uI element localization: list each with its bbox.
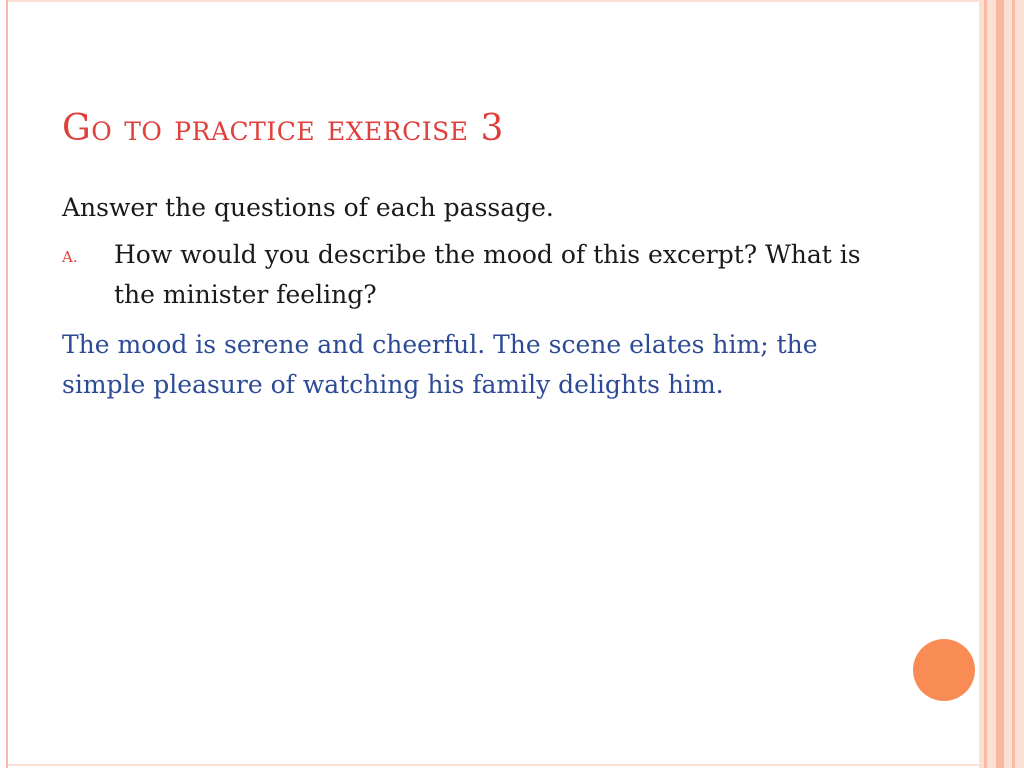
intro-text: Answer the questions of each passage. bbox=[62, 193, 554, 222]
frame-right-stripe bbox=[1012, 0, 1015, 768]
frame-left-line bbox=[6, 0, 8, 768]
frame-top-line bbox=[6, 0, 979, 2]
list-item-text: How would you describe the mood of this excerpt? What is the minister feeling? bbox=[114, 240, 861, 309]
frame-right-stripe bbox=[984, 0, 987, 768]
slide-title: Go to practice exercise 3 bbox=[62, 108, 504, 149]
list-marker: A. bbox=[62, 248, 78, 266]
frame-bottom-line bbox=[6, 764, 979, 766]
list-item bbox=[62, 235, 862, 315]
decorative-circle bbox=[913, 639, 975, 701]
slide-body bbox=[62, 188, 862, 405]
answer-text: The mood is serene and cheerful. The scene elates him; the simple pleasure of watching his family delights him. bbox=[62, 330, 818, 399]
frame-right-stripe bbox=[996, 0, 1004, 768]
